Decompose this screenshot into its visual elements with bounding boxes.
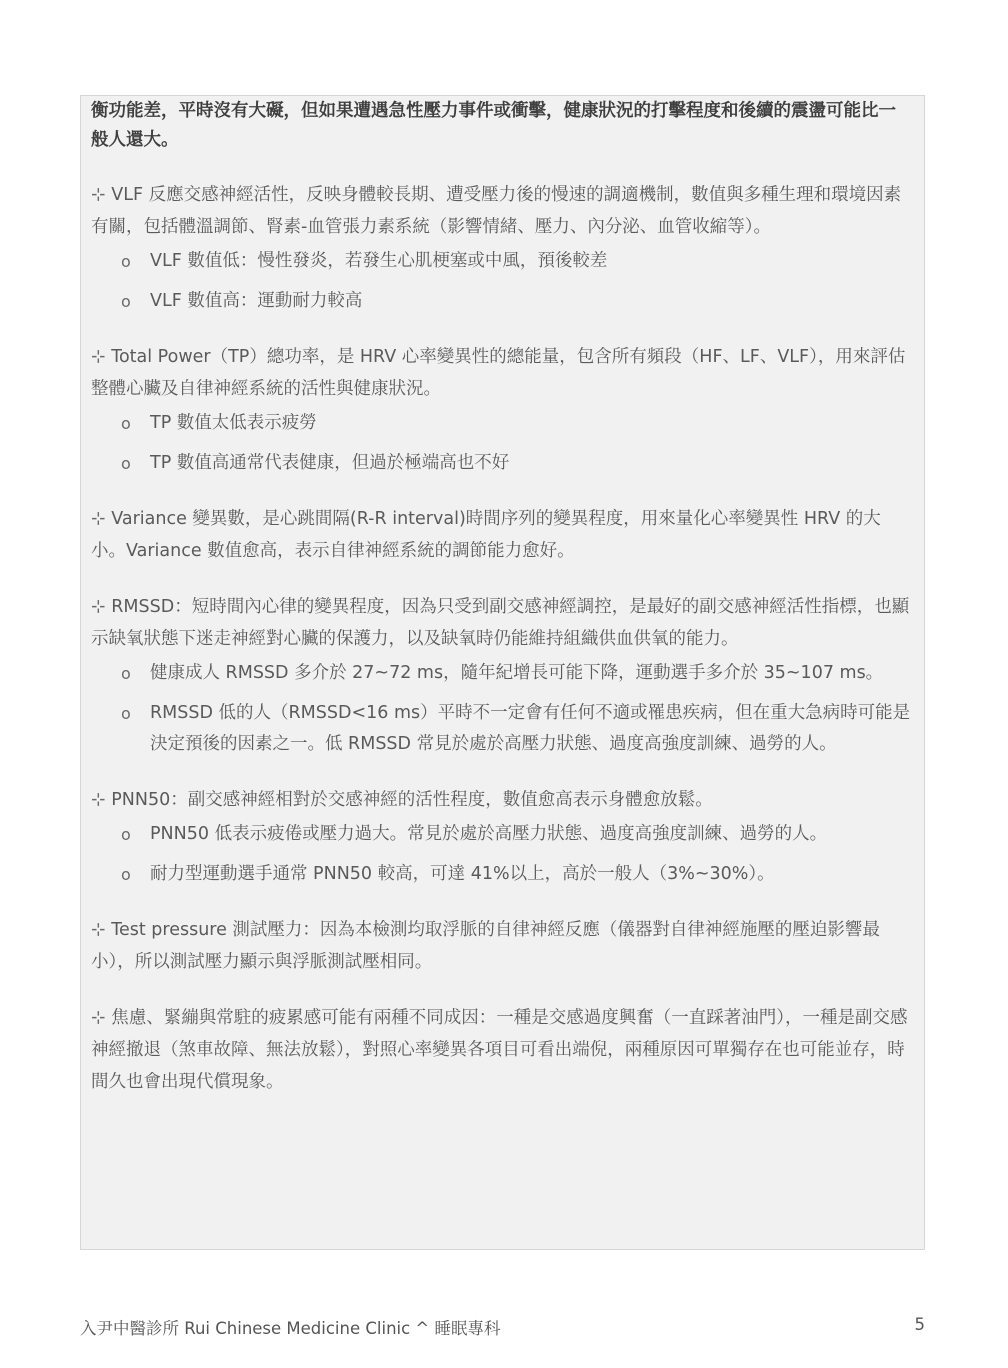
section-text: Test pressure 測試壓力：因為本檢測均取浮脈的自律神經反應（儀器對自律神經施壓的壓迫影響最小），所以測試壓力顯示與浮脈測試壓相同。 (91, 920, 880, 972)
section-anxiety (91, 1002, 912, 1098)
bullet-marker-icon: o (121, 825, 131, 844)
bullet-text: TP 數值高通常代表健康，但過於極端高也不好 (150, 453, 510, 473)
bullet-list (91, 246, 912, 317)
list-item (91, 448, 912, 479)
bullet-list (91, 408, 912, 479)
bullet-list (91, 819, 912, 890)
section-marker-icon: ⊹ (91, 920, 106, 940)
section-marker-icon: ⊹ (91, 790, 106, 810)
section-text: VLF 反應交感神經活性，反映身體較長期、遭受壓力後的慢速的調適機制，數值與多種生理和環境因素有關，包括體溫調節、腎素-血管張力素系統（影響情緒、壓力、內分泌、血管收縮等）。 (91, 185, 902, 237)
bullet-text: TP 數值太低表示疲勞 (150, 413, 317, 433)
section-paragraph (91, 1002, 912, 1098)
bullet-marker-icon: o (121, 292, 131, 311)
list-item (91, 859, 912, 890)
bullet-text: RMSSD 低的人（RMSSD<16 ms）平時不一定會有任何不適或罹患疾病，但在重大急病時可能是決定預後的因素之一。低 RMSSD 常見於處於高壓力狀態、過度高強度訓練、過勞的人。 (150, 703, 911, 754)
bullet-text: PNN50 低表示疲倦或壓力過大。常見於處於高壓力狀態、過度高強度訓練、過勞的人。 (150, 824, 828, 844)
intro-paragraph: 衡功能差，平時沒有大礙，但如果遭遇急性壓力事件或衝擊，健康狀況的打擊程度和後續的震盪可能比一般人還大。 (91, 101, 896, 150)
section-pnn50 (91, 784, 912, 890)
bullet-marker-icon: o (121, 704, 131, 723)
list-item (91, 408, 912, 439)
section-paragraph (91, 179, 912, 243)
section-marker-icon: ⊹ (91, 597, 106, 617)
section-variance (91, 503, 912, 567)
bullet-list (91, 658, 912, 760)
bullet-text: 健康成人 RMSSD 多介於 27~72 ms，隨年紀增長可能下降，運動選手多介於 35~107 ms。 (150, 663, 884, 683)
section-text: Total Power（TP）總功率，是 HRV 心率變異性的總能量，包含所有頻段（HF、LF、VLF），用來評估整體心臟及自律神經系統的活性與健康狀況。 (91, 347, 906, 399)
section-paragraph (91, 341, 912, 405)
bullet-text: VLF 數值高：運動耐力較高 (150, 291, 363, 311)
section-text: 焦慮、緊繃與常駐的疲累感可能有兩種不同成因：一種是交感過度興奮（一直踩著油門），一種是副交感神經撤退（煞車故障、無法放鬆），對照心率變異各項目可看出端倪，兩種原因可單獨存在也可能並存，時間久也會出現代償現象。 (91, 1008, 908, 1092)
bullet-marker-icon: o (121, 664, 131, 683)
section-marker-icon: ⊹ (91, 185, 106, 205)
section-test-pressure (91, 914, 912, 978)
section-marker-icon: ⊹ (91, 509, 106, 529)
list-item (91, 286, 912, 317)
bullet-marker-icon: o (121, 414, 131, 433)
list-item (91, 698, 912, 760)
bullet-marker-icon: o (121, 454, 131, 473)
section-paragraph (91, 784, 912, 816)
section-marker-icon: ⊹ (91, 1008, 106, 1028)
bullet-marker-icon: o (121, 865, 131, 884)
section-rmssd (91, 591, 912, 760)
section-paragraph (91, 914, 912, 978)
section-text: PNN50：副交感神經相對於交感神經的活性程度，數值愈高表示身體愈放鬆。 (111, 790, 713, 810)
section-text: Variance 變異數，是心跳間隔(R-R interval)時間序列的變異程度，用來量化心率變異性 HRV 的大小。Variance 數值愈高，表示自律神經系統的調節能力愈好。 (91, 509, 881, 561)
list-item (91, 658, 912, 689)
list-item (91, 819, 912, 850)
section-paragraph (91, 591, 912, 655)
section-paragraph (91, 503, 912, 567)
bullet-marker-icon: o (121, 252, 131, 271)
section-marker-icon: ⊹ (91, 347, 106, 367)
bullet-text: VLF 數值低：慢性發炎，若發生心肌梗塞或中風，預後較差 (150, 251, 608, 271)
content-box (80, 95, 925, 1250)
section-total-power (91, 341, 912, 479)
section-text: RMSSD：短時間內心律的變異程度，因為只受到副交感神經調控，是最好的副交感神經活性指標，也顯示缺氧狀態下迷走神經對心臟的保護力，以及缺氧時仍能維持組織供血供氧的能力。 (91, 597, 910, 649)
page-number: 5 (914, 1315, 925, 1334)
section-vlf (91, 179, 912, 317)
bullet-text: 耐力型運動選手通常 PNN50 較高，可達 41%以上，高於一般人（3%~30%）。 (150, 864, 775, 884)
list-item (91, 246, 912, 277)
footer-clinic-name: 入尹中醫診所 Rui Chinese Medicine Clinic ^ 睡眠專科 (80, 1319, 501, 1338)
